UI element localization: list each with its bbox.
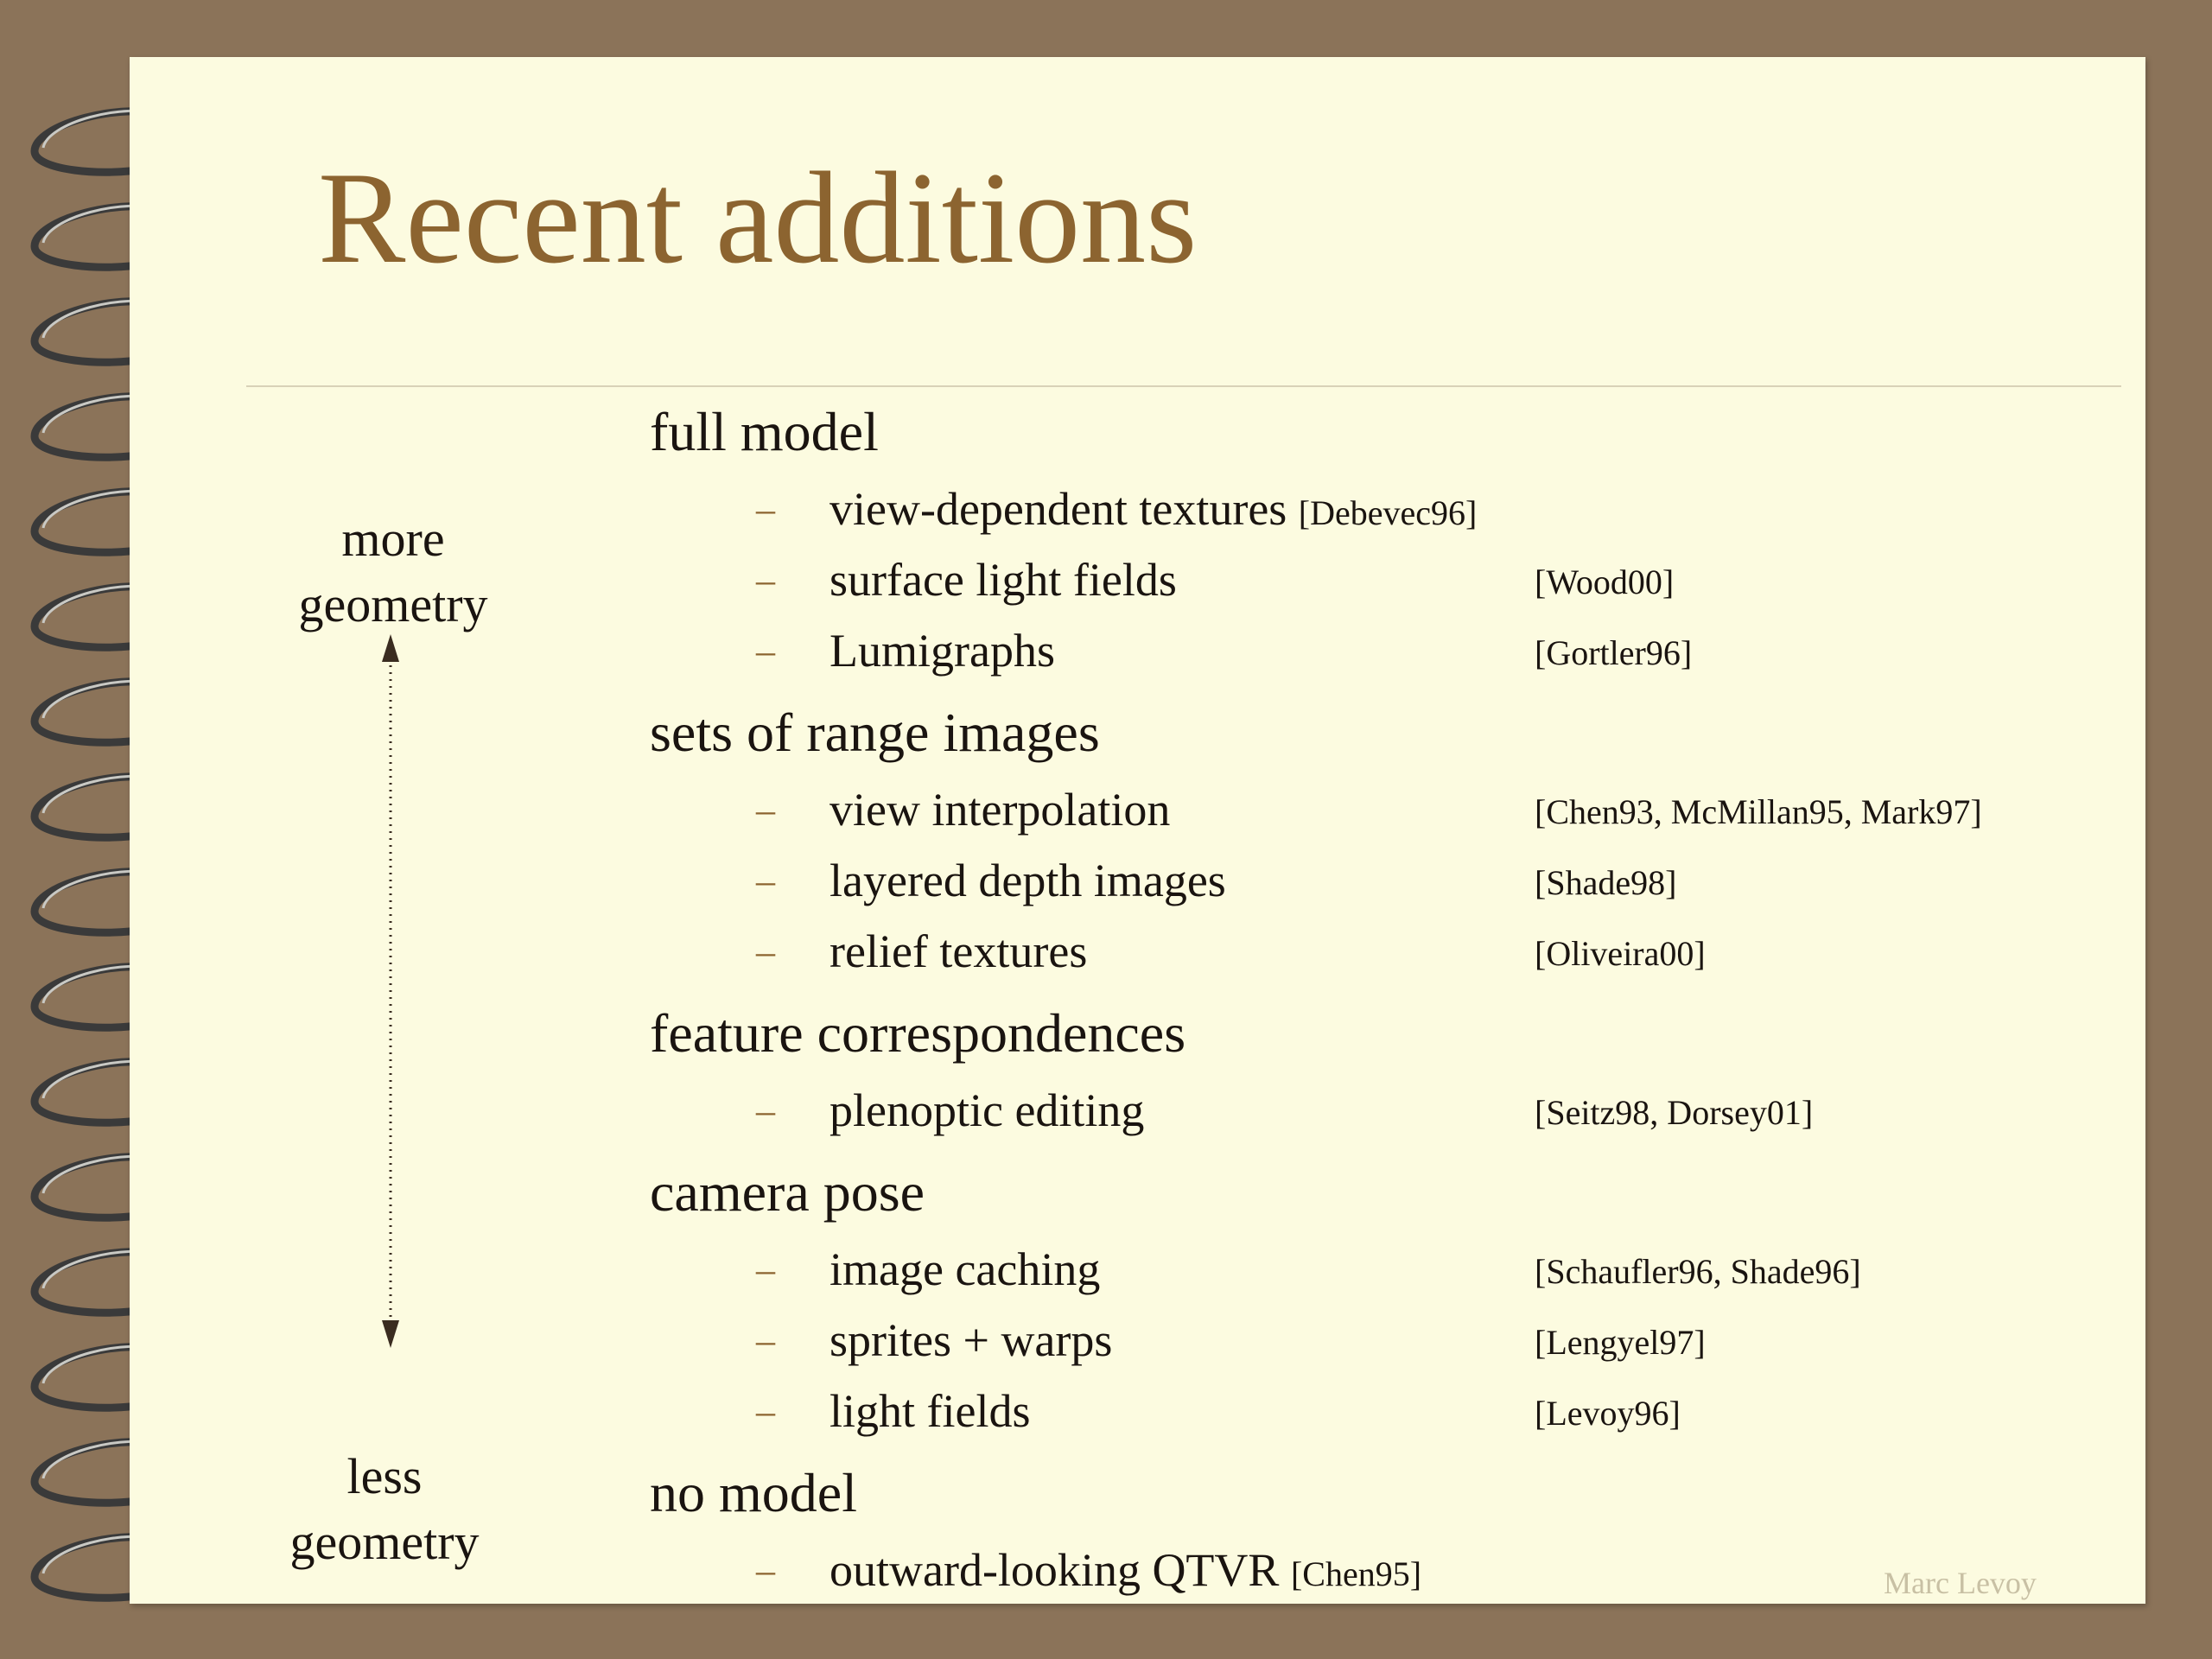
list-item — [830, 554, 1177, 606]
title-divider — [246, 385, 2121, 387]
axis-top-line1: more — [341, 511, 445, 567]
category-heading: camera pose — [650, 1161, 925, 1223]
bullet-dash: – — [756, 789, 775, 831]
bullet-dash: – — [756, 559, 775, 601]
citation: [Lengyel97] — [1535, 1323, 1706, 1362]
category-heading: no model — [650, 1462, 857, 1523]
list-item — [830, 1314, 1113, 1366]
axis-bottom-line2: geometry — [289, 1514, 480, 1570]
bullet-dash: – — [756, 1390, 775, 1433]
category-heading: full model — [650, 401, 879, 462]
list-item — [830, 925, 1088, 977]
bullet-dash: – — [756, 860, 775, 902]
citation: [Shade98] — [1535, 863, 1677, 902]
axis-label-more-geometry — [255, 506, 531, 638]
notebook-page — [130, 57, 2145, 1604]
list-item — [830, 483, 1478, 535]
list-item-text: sprites + warps — [830, 1314, 1113, 1366]
axis-bottom-line1: less — [346, 1448, 423, 1504]
slide-title: Recent additions — [318, 145, 1198, 290]
bullet-dash: – — [756, 931, 775, 973]
citation: [Seitz98, Dorsey01] — [1535, 1093, 1814, 1132]
list-item-text: outward-looking QTVR — [830, 1544, 1280, 1596]
list-item-text: surface light fields — [830, 554, 1177, 606]
citation: [Debevec96] — [1298, 493, 1478, 532]
list-item-text: plenoptic editing — [830, 1084, 1145, 1136]
citation: [Schaufler96, Shade96] — [1535, 1252, 1861, 1291]
citation: [Levoy96] — [1535, 1394, 1681, 1433]
list-item — [830, 1243, 1101, 1295]
list-item-text: view interpolation — [830, 784, 1171, 836]
citation: [Oliveira00] — [1535, 934, 1706, 973]
list-item — [830, 1084, 1145, 1136]
bullet-dash: – — [756, 1319, 775, 1362]
list-item — [830, 784, 1171, 836]
list-item-text: relief textures — [830, 925, 1088, 977]
citation: [Chen95] — [1290, 1554, 1422, 1593]
list-item-text: view-dependent textures — [830, 483, 1287, 535]
footer-credit: Marc Levoy — [1884, 1566, 2037, 1600]
bullet-dash: – — [756, 488, 775, 531]
axis-label-less-geometry — [246, 1444, 523, 1575]
bullet-dash: – — [756, 1249, 775, 1291]
category-heading: feature correspondences — [650, 1002, 1186, 1064]
citation: [Chen93, McMillan95, Mark97] — [1535, 792, 1982, 831]
list-item-text: light fields — [830, 1385, 1031, 1437]
citation: [Wood00] — [1535, 563, 1675, 601]
bullet-dash: – — [756, 1549, 775, 1592]
category-heading: sets of range images — [650, 702, 1100, 763]
bullet-dash: – — [756, 630, 775, 672]
list-item-text: image caching — [830, 1243, 1101, 1295]
list-item-text: Lumigraphs — [830, 625, 1055, 677]
list-item-text: layered depth images — [830, 855, 1226, 906]
list-item — [830, 625, 1055, 677]
citation: [Gortler96] — [1535, 633, 1693, 672]
axis-top-line2: geometry — [298, 576, 488, 632]
list-item — [830, 1544, 1422, 1596]
list-item — [830, 1385, 1031, 1437]
list-item — [830, 857, 1226, 904]
bullet-dash: – — [756, 1090, 775, 1132]
